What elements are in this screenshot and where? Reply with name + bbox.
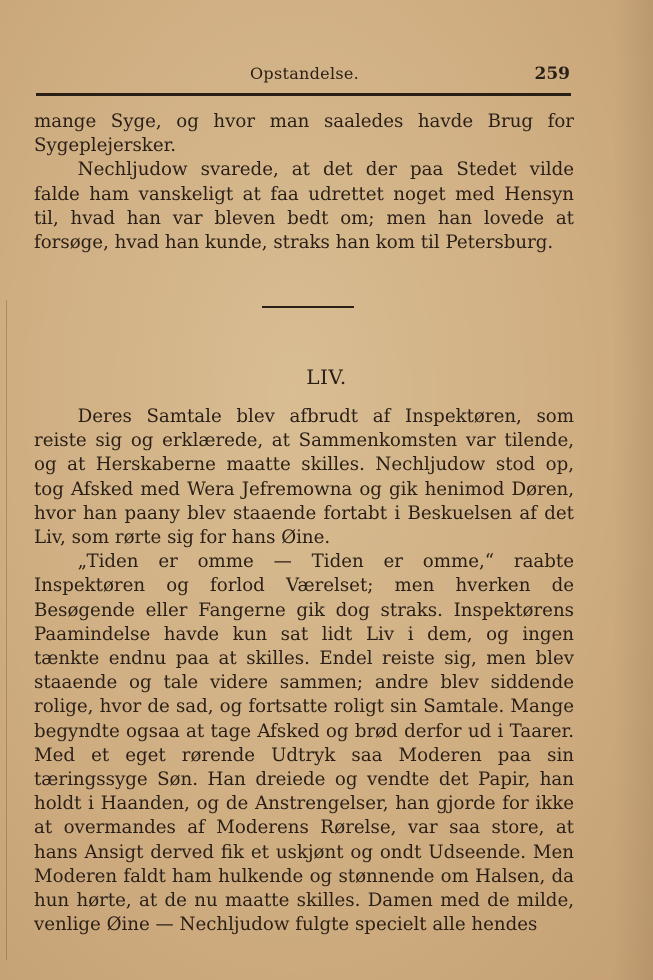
paragraph: Deres Samtale blev afbrudt af Inspektøren, som reiste sig og erklærede, at Sammenkomsten var tilende, og at Herskaberne maatte skilles. Nechljudow stod op, tog Afsked med Wera Jefremowna og gik henimod Døren, hvor han paany blev staaende fortabt i Beskuelsen af det Liv, som rørte sig for hans Øine. [34,406,574,549]
chapter-heading: LIV. [306,365,347,389]
paragraph: Nechljudow svarede, at det der paa Stedet vilde falde ham vanskeligt at faa udrettet noget med Hensyn til, hvad han var bleven bedt om; men han lovede at forsøge, hvad han kunde, straks han kom til Petersburg. [34,159,574,254]
text-block-main [34,405,574,937]
page-margin-line [6,300,7,960]
running-title: Opstandelse. [250,64,360,83]
text-block-top [34,110,574,255]
page-number: 259 [534,64,570,84]
page-edge-shading [613,0,653,980]
section-divider [262,306,354,308]
header-rule [36,93,571,96]
running-head [40,60,580,90]
paragraph: „Tiden er omme — Tiden er omme,“ raabte Inspektøren og forlod Værelset; men hverken de Besøgende eller Fangerne gik dog straks. Inspektørens Paamindelse havde kun sat lidt Liv i dem, og ingen tænkte endnu paa at skilles. Endel reiste sig, men blev staaende og tale videre sammen; andre blev siddende rolige, hvor de sad, og fortsatte roligt sin Samtale. Mange begyndte ogsaa at tage Afsked og brød derfor ud i Taarer. Med et eget rørende Udtryk saa Moderen paa sin tæringssyge Søn. Han dreiede og vendte det Papir, han holdt i Haanden, og de Anstrengelser, han gjorde for ikke at overmandes af Moderens Rørelse, var saa store, at hans Ansigt derved fik et uskjønt og ondt Udseende. Men Moderen faldt ham hulkende og stønnende om Halsen, da hun hørte, at de nu maatte skilles. Damen med de milde, venlige Øine — Nechljudow fulgte specielt alle hendes [34,551,574,936]
paragraph: mange Syge, og hvor man saaledes havde Brug for Sygeplejersker. [34,111,574,157]
